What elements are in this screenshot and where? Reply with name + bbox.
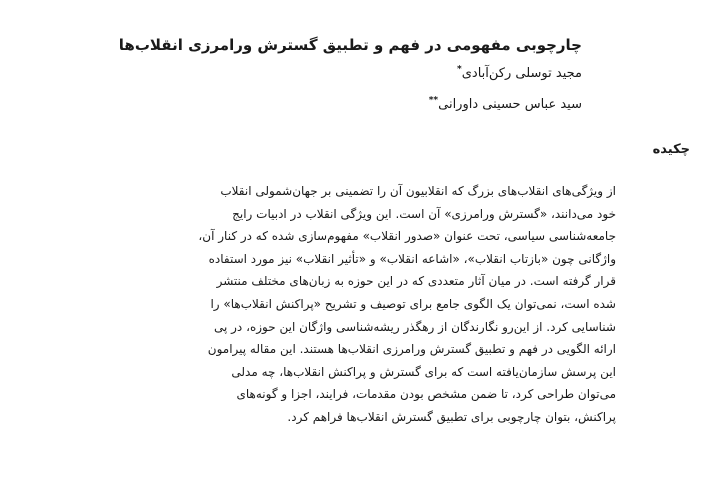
author-2 <box>429 97 582 112</box>
author-1-footnote-mark: * <box>457 64 462 75</box>
author-2-footnote-mark: ** <box>428 95 439 106</box>
abstract-line: ارائه الگویی در فهم و تطبیق گسترش ورامرزی انقلاب‌ها هستند. این مقاله پیرامون <box>207 342 616 357</box>
abstract-line: خود می‌دانند، «گسترش ورامرزی» آن است. این ویژگی انقلاب در ادبیات رایج <box>232 206 616 221</box>
abstract-line: از ویژگی‌های انقلاب‌های بزرگ که انقلابیون آن را تضمینی بر جهان‌شمولی انقلاب <box>220 184 616 198</box>
abstract-line: شده است، نمی‌توان یک الگوی جامع برای توصیف و تشریح «پراکنش انقلاب‌ها» را <box>210 296 616 311</box>
abstract-line: واژگانی چون «بازتاب انقلاب»، «اشاعه انقلاب» و «تأثیر انقلاب» نیز مورد استفاده <box>208 251 616 266</box>
author-2-name: سید عباس حسینی داورانی <box>438 97 582 112</box>
paper-title: چارچوبی مفهومی در فهم و تطبیق گسترش ورامرزی انقلاب‌ها <box>118 36 582 54</box>
abstract-body <box>198 180 616 429</box>
abstract-line: این پرسش سازمان‌یافته است که برای گسترش و پراکنش انقلاب‌ها، چه مدلی <box>231 364 616 379</box>
abstract-line: می‌توان طراحی کرد، تا ضمن مشخص بودن مقدمات، فرایند، اجزا و گونه‌های <box>236 387 616 402</box>
abstract-line: پراکنش، بتوان چارچوبی برای تطبیق گسترش انقلاب‌ها فراهم کرد. <box>287 409 616 424</box>
abstract-line: قرار گرفته است. در میان آثار متعددی که در این حوزه به زبان‌های مختلف منتشر <box>216 274 616 289</box>
author-1-name: مجید توسلی رکن‌آبادی <box>461 66 582 81</box>
abstract-line: شناسایی کرد. از این‌رو نگارندگان از رهگذر ریشه‌شناسی واژگان این حوزه، در پی <box>213 319 616 334</box>
author-1 <box>457 66 582 81</box>
abstract-heading: چکیده <box>652 142 690 157</box>
abstract-line: جامعه‌شناسی سیاسی، تحت عنوان «صدور انقلاب» مفهوم‌سازی شده که در کنار آن، <box>198 229 616 244</box>
